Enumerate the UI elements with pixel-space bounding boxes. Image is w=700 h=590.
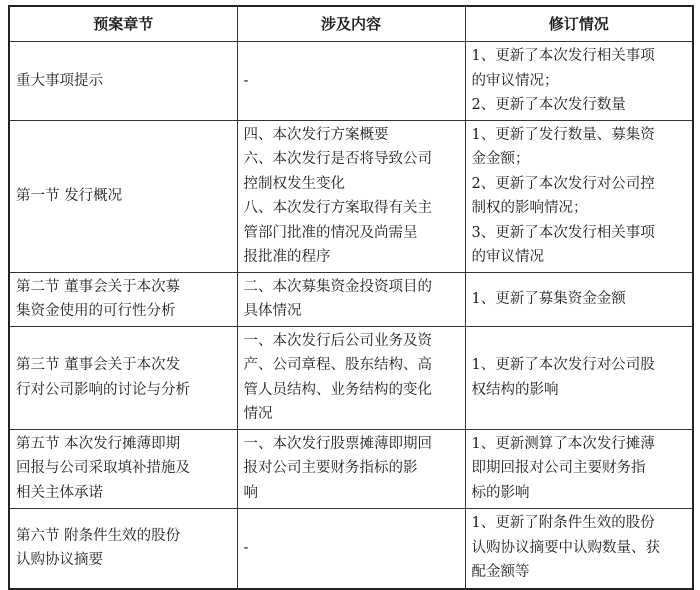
revision-table: [8, 5, 694, 590]
chapter-cell: 第三节 董事会关于本次发 行对公司影响的讨论与分析: [9, 326, 237, 429]
header-row: [9, 6, 693, 42]
revision-cell: 1、更新了募集资金金额: [465, 272, 693, 326]
chapter-cell: 第五节 本次发行摊薄即期 回报与公司采取填补措施及 相关主体承诺: [9, 429, 237, 508]
header-chapter: 预案章节: [9, 6, 237, 42]
content-cell: -: [237, 42, 465, 121]
revision-cell: 1、更新测算了本次发行摊薄 即期回报对公司主要财务指 标的影响: [465, 429, 693, 508]
revision-cell: 1、更新了发行数量、募集资 金金额； 2、更新了本次发行对公司控 制权的影响情况； 3、更新了本次发行相关事项 的审议情况: [465, 120, 693, 272]
chapter-cell: 第一节 发行概况: [9, 120, 237, 272]
table-row: [9, 429, 693, 508]
revision-cell: 1、更新了附条件生效的股份 认购协议摘要中认购数量、获 配金额等: [465, 508, 693, 589]
content-cell: 二、本次募集资金投资项目的 具体情况: [237, 272, 465, 326]
table-row: [9, 272, 693, 326]
content-cell: 一、本次发行股票摊薄即期回 报对公司主要财务指标的影 响: [237, 429, 465, 508]
table-row: [9, 42, 693, 121]
content-cell: 一、本次发行后公司业务及资 产、公司章程、股东结构、高 管人员结构、业务结构的变化 情况: [237, 326, 465, 429]
chapter-cell: 第六节 附条件生效的股份 认购协议摘要: [9, 508, 237, 589]
chapter-cell: 重大事项提示: [9, 42, 237, 121]
revision-cell: 1、更新了本次发行对公司股 权结构的影响: [465, 326, 693, 429]
header-content: 涉及内容: [237, 6, 465, 42]
table-row: [9, 508, 693, 589]
revision-cell: 1、更新了本次发行相关事项 的审议情况； 2、更新了本次发行数量: [465, 42, 693, 121]
content-cell: 四、本次发行方案概要 六、本次发行是否将导致公司 控制权发生变化 八、本次发行方案取得有关主 管部门批准的情况及尚需呈 报批准的程序: [237, 120, 465, 272]
table-row: [9, 120, 693, 272]
header-revision: 修订情况: [465, 6, 693, 42]
table-row: [9, 326, 693, 429]
chapter-cell: 第二节 董事会关于本次募 集资金使用的可行性分析: [9, 272, 237, 326]
content-cell: -: [237, 508, 465, 589]
